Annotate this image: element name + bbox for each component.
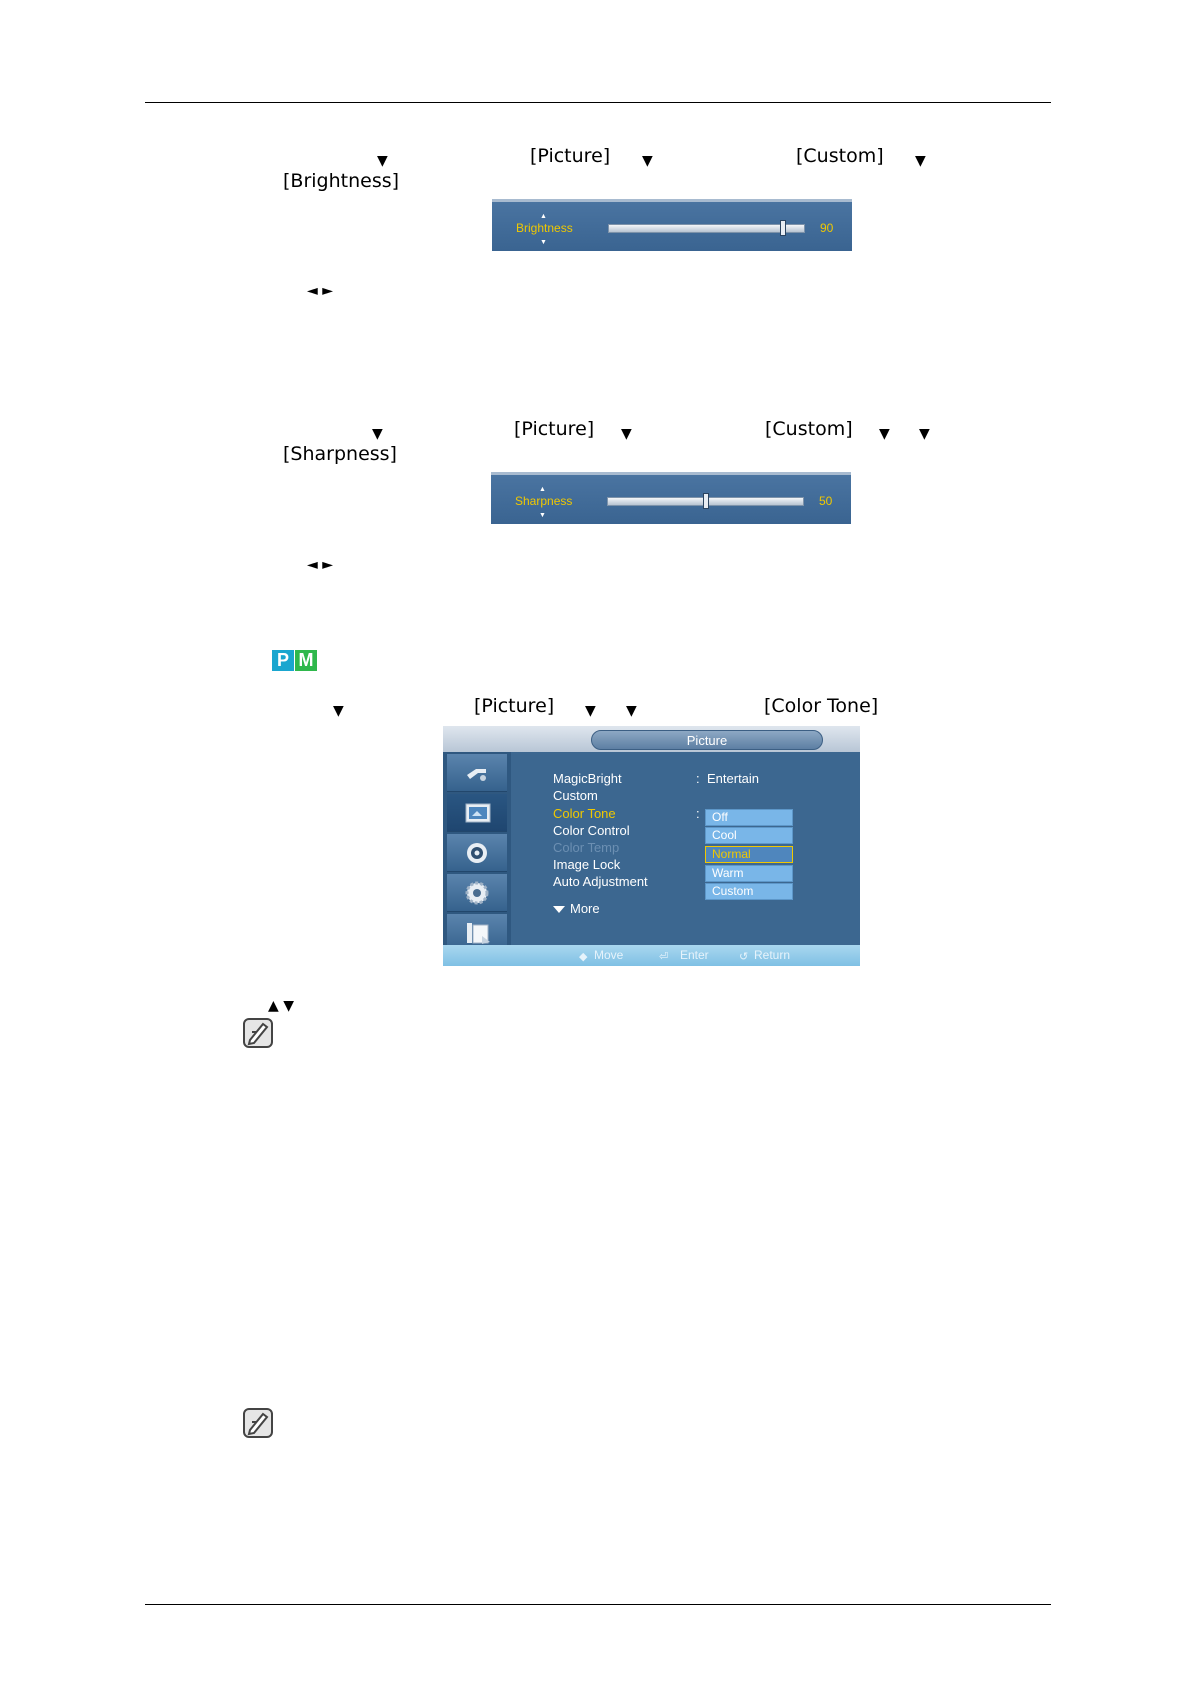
move-hint: Move <box>594 948 624 962</box>
slider-label: Brightness <box>516 221 573 235</box>
up-down-arrows-icon: ▲ ▼ <box>268 998 294 1014</box>
value-separator: : <box>696 806 700 821</box>
pm-badge-m: M <box>295 650 317 671</box>
osd-title: Picture <box>591 730 823 750</box>
slider-label: Sharpness <box>515 494 573 508</box>
pm-badge-p: P <box>272 650 294 671</box>
arrow-down-icon: ▼ <box>372 426 383 442</box>
arrow-up-icon: ▲ <box>539 486 546 493</box>
left-right-arrows-icon: ◄ ► <box>307 557 333 573</box>
enter-hint: Enter <box>680 948 709 962</box>
slider-track[interactable] <box>608 224 805 233</box>
brightness-item-label: [Brightness] <box>283 170 400 192</box>
return-icon: ↺ <box>739 951 749 963</box>
sound-icon[interactable] <box>447 834 507 872</box>
note-icon <box>243 1408 273 1438</box>
arrow-up-icon: ▲ <box>540 213 547 220</box>
menu-item-color-tone[interactable]: Color Tone <box>553 806 616 821</box>
arrow-down-icon: ▼ <box>621 426 632 442</box>
menu-item-image-lock[interactable]: Image Lock <box>553 857 621 872</box>
arrow-down-icon: ▼ <box>539 512 546 519</box>
sharpness-slider[interactable] <box>491 472 851 524</box>
arrow-down-icon: ▼ <box>585 703 596 719</box>
note-icon <box>243 1018 273 1048</box>
sharpness-item-label: [Sharpness] <box>283 443 397 465</box>
input-icon[interactable] <box>447 754 507 792</box>
arrow-down-icon: ▼ <box>642 153 653 169</box>
footer-rule <box>145 1604 1051 1605</box>
picture-menu-label: [Picture] <box>530 145 611 167</box>
left-right-arrows-icon: ◄ ► <box>307 283 333 299</box>
arrow-down-icon: ▼ <box>377 153 388 169</box>
option-warm[interactable]: Warm <box>705 865 793 882</box>
menu-item-custom[interactable]: Custom <box>553 788 598 803</box>
picture-osd-menu <box>443 726 860 966</box>
menu-item-color-temp: Color Temp <box>553 840 620 855</box>
picture-menu-label: [Picture] <box>514 418 595 440</box>
option-cool[interactable]: Cool <box>705 827 793 844</box>
value-separator: : <box>696 771 700 786</box>
menu-item-color-control[interactable]: Color Control <box>553 823 630 838</box>
osd-bottom-bar <box>443 945 860 966</box>
slider-value: 50 <box>819 494 833 508</box>
arrow-down-icon: ▼ <box>540 239 547 246</box>
chevron-down-icon <box>553 906 565 913</box>
picture-icon[interactable] <box>447 794 507 832</box>
arrow-down-icon: ▼ <box>919 426 930 442</box>
menu-item-more[interactable]: More <box>570 901 600 916</box>
menu-item-magicbright[interactable]: MagicBright <box>553 771 622 786</box>
brightness-slider[interactable] <box>492 199 852 251</box>
option-normal[interactable]: Normal <box>705 846 793 863</box>
picture-menu-label: [Picture] <box>474 695 555 717</box>
arrow-down-icon: ▼ <box>333 703 344 719</box>
osd-side-menu <box>443 752 511 945</box>
arrow-down-icon: ▼ <box>879 426 890 442</box>
return-hint: Return <box>754 948 791 962</box>
magicbright-value: Entertain <box>707 771 760 786</box>
enter-icon: ⏎ <box>659 951 669 963</box>
pm-badge <box>272 650 317 671</box>
custom-mode-label: [Custom] <box>796 145 884 167</box>
move-icon: ◆ <box>579 951 588 963</box>
slider-knob[interactable] <box>703 493 709 509</box>
setup-icon[interactable] <box>447 874 507 912</box>
color-tone-item-label: [Color Tone] <box>764 695 879 717</box>
custom-mode-label: [Custom] <box>765 418 853 440</box>
menu-item-auto-adjustment[interactable]: Auto Adjustment <box>553 874 648 889</box>
arrow-down-icon: ▼ <box>915 153 926 169</box>
slider-knob[interactable] <box>780 220 786 236</box>
arrow-down-icon: ▼ <box>626 703 637 719</box>
color-tone-dropdown <box>705 809 793 901</box>
slider-value: 90 <box>820 221 834 235</box>
option-off[interactable]: Off <box>705 809 793 826</box>
option-custom[interactable]: Custom <box>705 883 793 900</box>
header-rule <box>145 102 1051 103</box>
